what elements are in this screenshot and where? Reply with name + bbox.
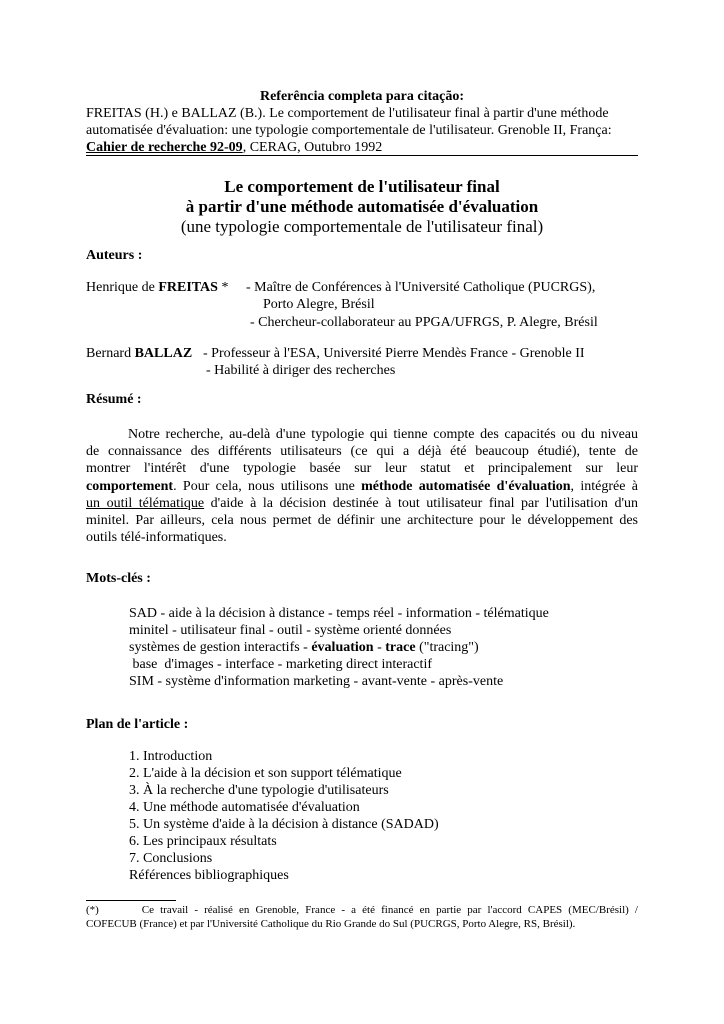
plan-item: 6. Les principaux résultats: [129, 834, 277, 849]
plan-item: 5. Un système d'aide à la décision à distance (SADAD): [129, 817, 439, 832]
emph-comportement: comportement: [86, 478, 174, 494]
keyword-evaluation: évaluation: [311, 640, 374, 655]
resume-text: . Pour cela, nous utilisons une: [173, 478, 362, 494]
keyword-trace: trace: [385, 640, 416, 655]
emph-outil-telematique: un outil télématique: [86, 495, 205, 511]
author-2-role-1: - Professeur à l'ESA, Université Pierre Mendès France - Grenoble II: [203, 346, 585, 361]
resume-line: montrer l'intérêt d'une typologie basée sur leur statut et principalement sur leur: [86, 461, 638, 477]
citation-line-3: [86, 139, 638, 156]
resume-text: , intégrée à: [570, 478, 638, 494]
plan-item: 3. À la recherche d'une typologie d'utilisateurs: [129, 783, 389, 798]
resume-paragraph: [86, 426, 638, 546]
cahier-link: Cahier de recherche 92-09: [86, 140, 243, 155]
footnote-line-1: (*) Ce travail - réalisé en Grenoble, France - a été financé en partie par l'accord CAPES (MEC/Brésil) /: [86, 904, 638, 916]
footnote-divider: [86, 900, 176, 901]
keyword-line: base d'images - interface - marketing direct interactif: [129, 657, 432, 672]
keyword-line: SIM - système d'information marketing - avant-vente - après-vente: [129, 674, 504, 689]
author-2-name: [86, 345, 192, 362]
plan-item: Références bibliographiques: [129, 868, 289, 883]
resume-line: Notre recherche, au-delà d'une typologie qui tienne compte des capacités ou du niveau: [128, 427, 638, 442]
author-2-last: BALLAZ: [134, 346, 193, 361]
author-1-name: [86, 279, 228, 296]
plan-list: [129, 748, 439, 884]
title-line-2: à partir d'une méthode automatisée d'évaluation: [185, 197, 539, 216]
resume-line: outils télé-informatiques.: [86, 530, 227, 546]
citation-line-2: automatisée d'évaluation: une typologie comportementale de l'utilisateur. Grenoble II, França:: [86, 123, 612, 138]
keyword-text: -: [373, 640, 386, 655]
footnote: [86, 904, 638, 931]
author-1-role-2: Porto Alegre, Brésil: [263, 297, 375, 312]
keyword-line: minitel - utilisateur final - outil - système orienté données: [129, 623, 452, 638]
author-1-mark: *: [217, 280, 229, 295]
article-title: [86, 177, 638, 237]
title-line-3: (une typologie comportementale de l'utilisateur final): [180, 217, 544, 236]
plan-item: 1. Introduction: [129, 749, 213, 764]
keywords-list: [129, 605, 549, 690]
citation-heading: Referência completa para citação:: [259, 89, 465, 104]
resume-line: [86, 478, 638, 495]
keyword-text: systèmes de gestion interactifs -: [129, 640, 312, 655]
plan-item: 4. Une méthode automatisée d'évaluation: [129, 800, 360, 815]
title-line-1: Le comportement de l'utilisateur final: [224, 177, 500, 196]
author-2-role-2: - Habilité à diriger des recherches: [206, 363, 396, 378]
plan-heading: Plan de l'article :: [86, 717, 189, 732]
emph-methode: méthode automatisée d'évaluation: [361, 478, 571, 494]
plan-item: 7. Conclusions: [129, 851, 213, 866]
citation-line-1: FREITAS (H.) e BALLAZ (B.). Le comportement de l'utilisateur final à partir d'une méthode: [86, 106, 609, 121]
keyword-line: [129, 639, 549, 656]
citation-divider: [86, 155, 638, 156]
resume-heading: Résumé :: [86, 392, 142, 407]
keyword-text: ("tracing"): [415, 640, 479, 655]
resume-line: de connaissance des différents utilisateurs (ce qui a déjà été beaucoup étudié), tente de: [86, 444, 638, 460]
authors-heading: Auteurs :: [86, 248, 143, 263]
resume-line: minitel. Par ailleurs, cela nous permet de définir une architecture pour le développement des: [86, 512, 638, 528]
author-1-last: FREITAS: [158, 280, 218, 295]
author-1-role-3: - Chercheur-collaborateur au PPGA/UFRGS, P. Alegre, Brésil: [250, 315, 598, 330]
resume-text: d'aide à la décision destinée à tout utilisateur final par l'utilisation d'un: [204, 495, 638, 511]
keyword-line: SAD - aide à la décision à distance - temps réel - information - télématique: [129, 606, 549, 621]
keywords-heading: Mots-clés :: [86, 571, 151, 586]
citation-line-3-rest: , CERAG, Outubro 1992: [242, 140, 383, 155]
author-1-role-1: - Maître de Conférences à l'Université Catholique (PUCRGS),: [246, 280, 596, 295]
plan-item: 2. L'aide à la décision et son support télématique: [129, 766, 402, 781]
footnote-line-2: COFECUB (France) et par l'Université Catholique du Rio Grande do Sul (PUCRGS, Porto Alegre, RS, Brésil).: [86, 917, 576, 930]
resume-line: [86, 495, 638, 512]
author-2-first: Bernard: [86, 346, 135, 361]
author-1-first: Henrique de: [86, 280, 159, 295]
citation-block: [86, 88, 638, 156]
